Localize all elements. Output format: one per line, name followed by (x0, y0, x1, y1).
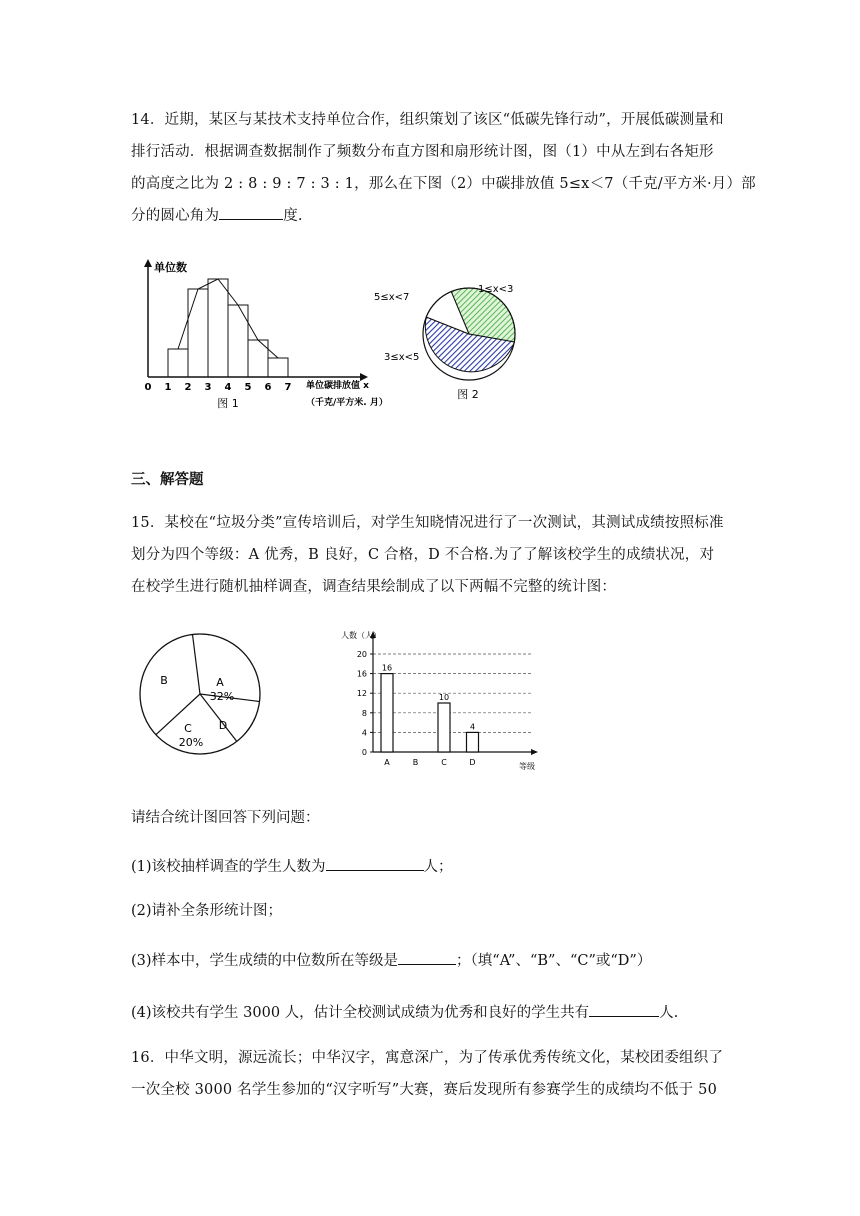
bar-value-label-C: 10 (438, 693, 450, 702)
q15-q3-suffix: ；（填“A”、“B”、“C”或“D”） (456, 953, 652, 969)
q15-pie-label-d: D (218, 719, 228, 732)
fig1-x-arrow-icon (360, 373, 368, 381)
q15-q1-suffix: 人； (423, 859, 453, 875)
pie-figure-2 (370, 278, 540, 408)
q15-q4-blank[interactable] (589, 998, 659, 1017)
fig2-label-3-5: 3≤x<5 (384, 352, 420, 363)
fig2-label-5-7: 5≤x<7 (374, 292, 410, 303)
q15-subquestion-2: (2)请补全条形统计图； (131, 903, 283, 919)
fig1-tick-3: 3 (204, 382, 212, 393)
q15-pie-label-b: B (160, 674, 168, 687)
bar-category-A: A (384, 758, 390, 767)
fig1-bar-4 (228, 305, 248, 377)
fig1-ylabel: 单位数 (154, 261, 187, 274)
fig1-caption: 图 1 (217, 397, 239, 410)
fig1-tick-6: 6 (264, 382, 272, 393)
q15-pie-pct-a: 32% (209, 690, 235, 703)
bar-ylabel: 人数（人） (341, 631, 381, 640)
fig1-bar-3 (208, 279, 228, 377)
q14-line-4 (131, 200, 735, 232)
fig1-y-arrow-icon (144, 259, 152, 267)
section-heading: 三、解答题 (131, 471, 204, 488)
q15-q4-prefix: (4)该校共有学生 3000 人，估计全校测试成绩为优秀和良好的学生共有 (131, 1005, 590, 1021)
fig1-tick-4: 4 (224, 382, 232, 393)
q14-line-4-suffix: 度. (283, 208, 303, 224)
bar-category-B: B (412, 758, 419, 767)
question-15-text (131, 507, 735, 603)
q15-pie-chart (130, 628, 270, 758)
fig1-bar-2 (188, 289, 208, 377)
bar-ytick-label-0: 0 (361, 748, 367, 757)
bar-x-arrow-icon (531, 749, 538, 755)
fig1-xlabel: 单位碳排放值 x (306, 381, 369, 391)
bar-ytick-label-4: 4 (361, 728, 367, 738)
fig1-tick-7: 7 (284, 382, 292, 393)
q15-line-2: 划分为四个等级：A 优秀，B 良好，C 合格，D 不合格.为了了解该校学生的成绩状况，对 (131, 547, 715, 563)
bar-value-label-A: 16 (381, 663, 393, 673)
q14-line-2: 排行活动．根据调查数据制作了频数分布直方图和扇形统计图，图（1）中从左到右各矩形 (131, 144, 714, 160)
q14-line-4-prefix: 分的圆心角为 (131, 208, 220, 224)
q15-q3-blank[interactable] (398, 946, 456, 965)
bar-ytick-label-8: 8 (361, 708, 367, 718)
bar-A (381, 674, 393, 752)
q14-line-3: 的高度之比为 2 : 8 : 9 : 7 : 3 : 1，那么在下图（2）中碳排放值 5≤x＜7（千克/平方米·月）部 (131, 176, 756, 192)
histogram-figure-1 (130, 255, 388, 415)
q15-subquestion-1 (131, 852, 453, 876)
fig1-bar-1 (168, 349, 188, 377)
q15-subquestion-3 (131, 946, 651, 970)
fig2-label-1-3: 1≤x<3 (478, 284, 514, 295)
q15-line-3: 在校学生进行随机抽样调查，调查结果绘制成了以下两幅不完整的统计图： (131, 579, 617, 595)
bar-category-C: C (441, 758, 447, 767)
fig1-bar-5 (248, 340, 268, 377)
bar-ytick-label-20: 20 (356, 650, 367, 659)
q14-line-1: 14．近期，某区与某技术支持单位合作，组织策划了该区“低碳先锋行动”，开展低碳测量和 (131, 112, 724, 128)
q15-pie-label-a: A (216, 676, 224, 689)
q15-prompt: 请结合统计图回答下列问题： (131, 810, 320, 826)
q15-q4-suffix: 人. (659, 1005, 679, 1021)
bar-ytick-label-16: 16 (356, 669, 367, 679)
fig1-tick-5: 5 (244, 382, 252, 393)
q16-line-2: 一次全校 3000 名学生参加的“汉字听写”大赛，赛后发现所有参赛学生的成绩均不低于 50 (131, 1082, 718, 1098)
q15-pie-label-c: C (184, 722, 192, 735)
fig1-bar-6 (268, 358, 288, 377)
q15-q1-prefix: (1)该校抽样调查的学生人数为 (131, 859, 326, 875)
q15-subquestion-4 (131, 998, 678, 1022)
question-16-text (131, 1042, 735, 1106)
q15-q1-blank[interactable] (326, 852, 424, 871)
bar-value-label-D: 4 (469, 722, 476, 732)
q15-q3-prefix: (3)样本中，学生成绩的中位数所在等级是 (131, 953, 399, 969)
q15-pie-pct-c: 20% (178, 736, 204, 749)
fig1-xunit: （千克/平方米. 月） (306, 398, 388, 408)
bar-C (438, 703, 450, 752)
fig1-tick-2: 2 (184, 382, 192, 393)
q16-line-1: 16．中华文明，源远流长；中华汉字，寓意深广，为了传承优秀传统文化，某校团委组织了 (131, 1050, 724, 1066)
q15-line-1: 15．某校在“垃圾分类”宣传培训后，对学生知晓情况进行了一次测试，其测试成绩按照标准 (131, 515, 724, 531)
q15-bar-chart (333, 628, 535, 776)
fig1-tick-1: 1 (164, 382, 172, 393)
question-14-text (131, 104, 756, 232)
bar-category-D: D (469, 758, 476, 767)
bar-xlabel: 等级 (519, 762, 535, 771)
bar-D (467, 732, 479, 752)
q14-answer-blank[interactable] (219, 201, 283, 220)
bar-ytick-label-12: 12 (356, 689, 367, 699)
fig1-tick-0: 0 (144, 382, 152, 393)
fig2-caption: 图 2 (457, 388, 479, 401)
